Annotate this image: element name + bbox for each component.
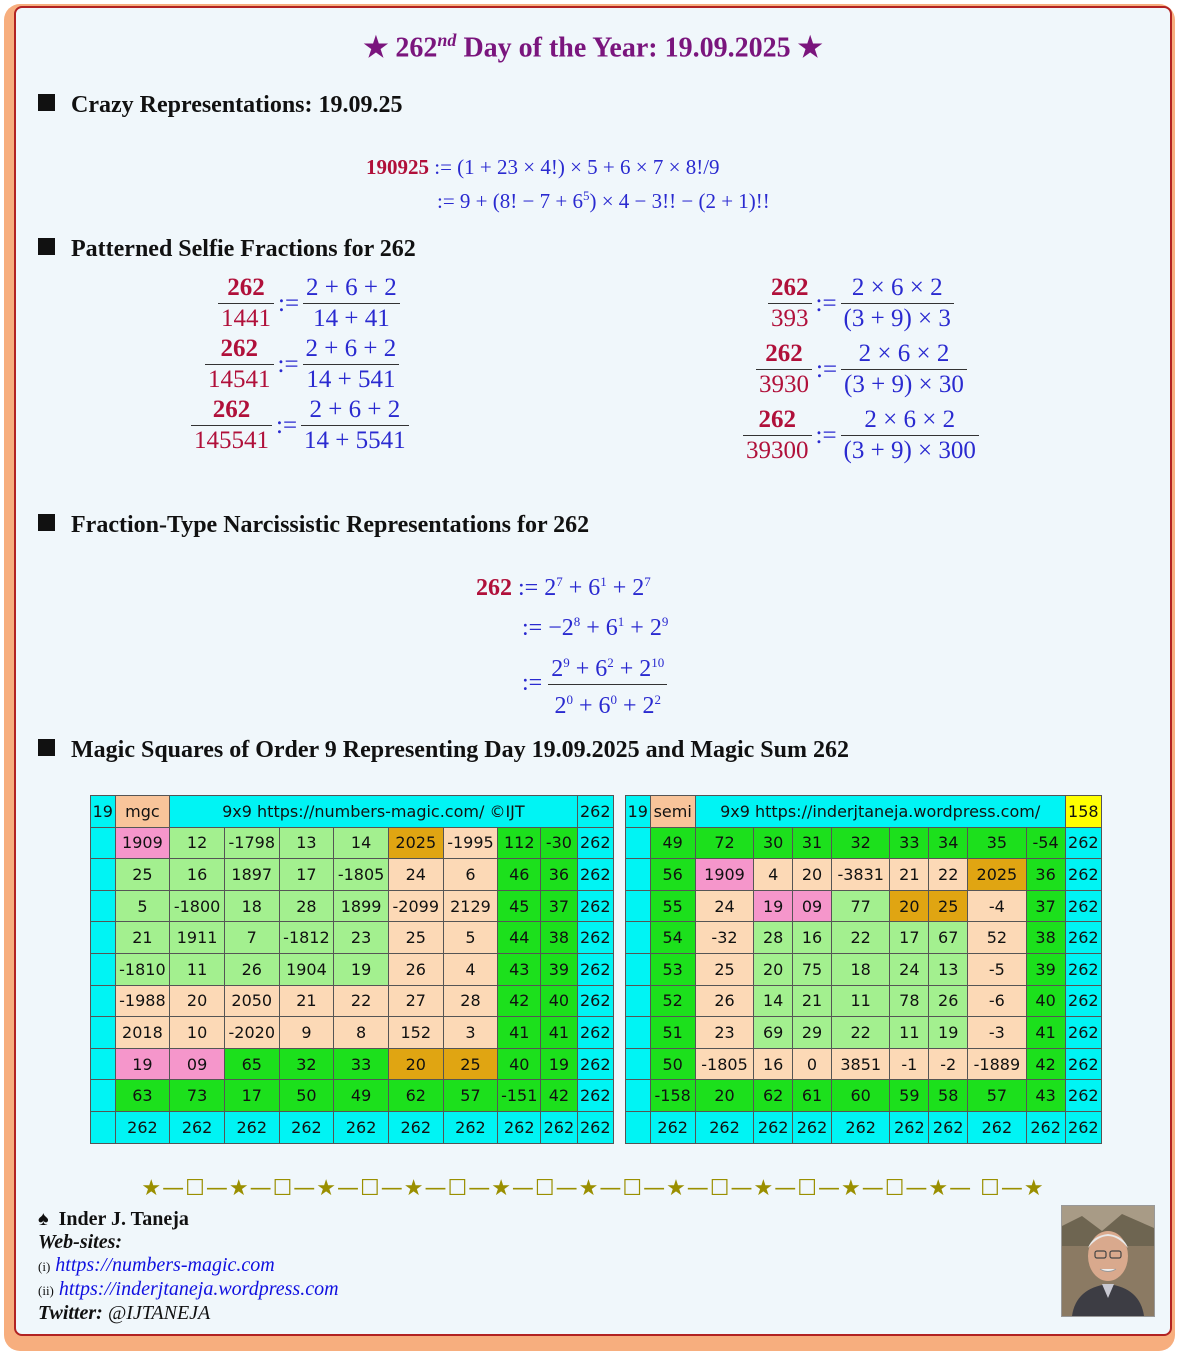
magic-square-edge-cell [626,827,651,859]
magic-square-cell: 09 [793,890,832,922]
magic-square-edge-cell [626,1048,651,1080]
magic-square-cell: 262 [1065,985,1101,1017]
magic-square-row [91,1048,614,1080]
magic-square-cell: 262 [115,1111,170,1143]
magic-square-cell: 262 [890,1111,929,1143]
magic-square-header-cell: 262 [577,796,613,828]
magic-square-cell: 13 [279,827,334,859]
magic-square-cell: 2018 [115,1017,170,1049]
magic-square-edge-cell [91,1080,116,1112]
magic-square-cell: -54 [1026,827,1065,859]
magic-square-cell: 19 [754,890,793,922]
star-divider: ★—☐—★—☐—★—☐—★—☐—★—☐—★—☐—★—☐—★—☐—★—☐—★— ☐—★ [141,1176,1045,1201]
magic-square-cell: -2099 [388,890,443,922]
magic-square-cell: 43 [1026,1080,1065,1112]
magic-square-cell: 5 [115,890,170,922]
magic-square-cell: 9 [279,1017,334,1049]
magic-square-cell: 2129 [443,890,498,922]
magic-square-cell: 22 [334,985,389,1017]
magic-square-cell: 20 [695,1080,754,1112]
magic-square-row [626,985,1102,1017]
magic-square-cell: 2025 [968,859,1027,891]
magic-square-cell: 20 [754,953,793,985]
magic-square-cell: 262 [577,922,613,954]
magic-square-cell: 41 [541,1017,577,1049]
magic-square-cell: 45 [498,890,541,922]
magic-square-cell: 3 [443,1017,498,1049]
magic-square-cell: 22 [831,922,890,954]
magic-square-cell: 36 [541,859,577,891]
magic-square-cell: 262 [334,1111,389,1143]
magic-square-cell: 262 [1065,1080,1101,1112]
magic-square-header-cell: semi [650,796,695,828]
magic-square-cell: 262 [793,1111,832,1143]
magic-square-cell: 18 [831,953,890,985]
magic-square-row [91,890,614,922]
magic-square-cell: 262 [1065,859,1101,891]
magic-square-cell: -1988 [115,985,170,1017]
magic-square-cell: 49 [334,1080,389,1112]
magic-square-cell: 152 [388,1017,443,1049]
selfie-fraction-right-3: $\frac{262}{39300}$ := $\frac{2 \times 6 \times 2}{(3 + 9) \times 300}$ [743,405,979,466]
magic-square-cell: 25 [929,890,968,922]
magic-square-cell: 62 [388,1080,443,1112]
magic-square-cell: 28 [279,890,334,922]
magic-square-cell: -1805 [334,859,389,891]
selfie-fraction-left-1: $\frac{262}{1441}$ := $\frac{2 + 6 + 2}{14 + 41}$ [218,273,400,334]
magic-square-cell: 28 [443,985,498,1017]
magic-square-edge-cell [626,922,651,954]
magic-square-cell: -30 [541,827,577,859]
magic-square-row [626,859,1102,891]
magic-square-edge-cell [91,922,116,954]
magic-square-cell: 29 [793,1017,832,1049]
magic-square-cell: -2 [929,1048,968,1080]
magic-square-cell: 7 [224,922,279,954]
magic-square-cell: 22 [831,1017,890,1049]
magic-square-cell: 40 [541,985,577,1017]
magic-square-edge-cell [91,953,116,985]
selfie-fraction-right-1: $\frac{262}{393}$ := $\frac{2 \times 6 \times 2}{(3 + 9) \times 3}$ [768,273,954,334]
magic-square-header-cell: 19 [626,796,651,828]
magic-square-row [91,859,614,891]
author-block: ♠ Inder J. Taneja Web-sites: (i) https://numbers-magic.com (ii) https://inderjtaneja.wordpress.com Twitter: @IJTANEJA [38,1208,339,1324]
magic-square-cell: 35 [968,827,1027,859]
magic-square-cell: 42 [1026,1048,1065,1080]
magic-square-cell: -1889 [968,1048,1027,1080]
magic-square-cell: 1899 [334,890,389,922]
magic-square-cell: 42 [541,1080,577,1112]
magic-square-cell: 11 [170,953,225,985]
magic-square-cell: 262 [650,1111,695,1143]
magic-square-cell: -32 [695,922,754,954]
magic-square-cell: 23 [334,922,389,954]
magic-square-cell: 4 [754,859,793,891]
magic-square-edge-cell [626,1080,651,1112]
magic-square-cell: 25 [443,1048,498,1080]
magic-square-cell: 6 [443,859,498,891]
magic-square-cell: 38 [1026,922,1065,954]
magic-square-cell: 2050 [224,985,279,1017]
magic-square-cell: 262 [541,1111,577,1143]
magic-square-cell: 24 [890,953,929,985]
magic-square-cell: -1810 [115,953,170,985]
magic-square-cell: 56 [650,859,695,891]
magic-square-cell: 262 [1065,1017,1101,1049]
magic-square-right [625,795,1102,1144]
magic-square-cell: -1800 [170,890,225,922]
magic-square-cell: 31 [793,827,832,859]
magic-square-cell: 262 [929,1111,968,1143]
magic-square-row [91,922,614,954]
magic-square-cell: 33 [334,1048,389,1080]
magic-square-cell: 19 [115,1048,170,1080]
magic-square-cell: -3 [968,1017,1027,1049]
magic-square-cell: 262 [577,1048,613,1080]
magic-square-cell: 72 [695,827,754,859]
magic-square-cell: 19 [541,1048,577,1080]
magic-square-cell: 26 [929,985,968,1017]
magic-square-row [626,1017,1102,1049]
magic-square-cell: 36 [1026,859,1065,891]
magic-square-cell: 42 [498,985,541,1017]
magic-square-cell: 0 [793,1048,832,1080]
magic-square-cell: 19 [334,953,389,985]
magic-square-edge-cell [91,1017,116,1049]
magic-square-cell: 37 [1026,890,1065,922]
magic-square-cell: 14 [754,985,793,1017]
magic-square-edge-cell [91,890,116,922]
selfie-fraction-left-3: $\frac{262}{145541}$ := $\frac{2 + 6 + 2}{14 + 5541}$ [191,395,409,456]
section-heading-magic: Magic Squares of Order 9 Representing Day 19.09.2025 and Magic Sum 262 [38,737,849,764]
magic-square-cell: 41 [498,1017,541,1049]
magic-square-cell: 25 [115,859,170,891]
magic-square-cell: 11 [890,1017,929,1049]
crazy-line-1: 190925 := (1 + 23 × 4!) × 5 + 6 × 7 × 8!/9 [366,155,720,179]
magic-square-cell: 1897 [224,859,279,891]
magic-square-edge-cell [91,1048,116,1080]
magic-square-cell: 39 [541,953,577,985]
magic-square-header-cell: 9x9 https://inderjtaneja.wordpress.com/ [695,796,1065,828]
magic-square-cell: -1805 [695,1048,754,1080]
websites-label: Web-sites: [38,1231,123,1253]
magic-square-cell: 262 [577,1111,613,1143]
magic-square-cell: 12 [170,827,225,859]
magic-square-cell: 20 [170,985,225,1017]
magic-square-row [626,1080,1102,1112]
magic-square-cell: 73 [170,1080,225,1112]
magic-square-cell: 262 [1065,827,1101,859]
magic-square-cell: 13 [929,953,968,985]
magic-square-cell: 51 [650,1017,695,1049]
magic-square-cell: 262 [831,1111,890,1143]
magic-square-edge-cell [91,827,116,859]
magic-square-cell: 262 [443,1111,498,1143]
magic-square-cell: 69 [754,1017,793,1049]
magic-square-cell: 33 [890,827,929,859]
magic-square-row [91,985,614,1017]
section-heading-narcissistic: Fraction-Type Narcissistic Representations for 262 [38,512,589,539]
narcissistic-line-2: := $-2^8 + 6^1 + 2^9$ [522,614,669,641]
magic-square-cell: 60 [831,1080,890,1112]
magic-square-cell: 32 [279,1048,334,1080]
magic-square-cell: 16 [170,859,225,891]
magic-square-row [91,1080,614,1112]
magic-square-cell: 26 [224,953,279,985]
magic-square-cell: 77 [831,890,890,922]
author-photo [1061,1205,1155,1317]
magic-square-cell: 262 [1065,922,1101,954]
magic-square-cell: 20 [890,890,929,922]
square-bullet-icon [38,94,55,111]
magic-square-cell: 17 [279,859,334,891]
magic-square-cell: 262 [754,1111,793,1143]
magic-square-cell: 21 [279,985,334,1017]
spade-icon: ♠ [38,1208,49,1230]
magic-square-cell: 58 [929,1080,968,1112]
magic-square-cell: 40 [498,1048,541,1080]
twitter-handle: @IJTANEJA [107,1302,211,1324]
magic-square-cell: 32 [831,827,890,859]
magic-square-row [91,953,614,985]
magic-square-cell: 50 [650,1048,695,1080]
magic-square-cell: 78 [890,985,929,1017]
magic-square-row [626,953,1102,985]
magic-square-cell: 262 [1065,1048,1101,1080]
magic-square-cell: 30 [754,827,793,859]
magic-square-cell: 09 [170,1048,225,1080]
magic-square-cell: 41 [1026,1017,1065,1049]
magic-square-cell: 53 [650,953,695,985]
magic-square-cell: 43 [498,953,541,985]
magic-square-cell: 20 [793,859,832,891]
magic-square-cell: -1798 [224,827,279,859]
magic-square-header-cell: 9x9 https://numbers-magic.com/ ©IJT [170,796,577,828]
magic-square-cell: 262 [1065,953,1101,985]
magic-square-cell: 49 [650,827,695,859]
magic-square-cell: 25 [388,922,443,954]
magic-square-row [626,1111,1102,1143]
magic-square-cell: 52 [650,985,695,1017]
magic-square-cell: -1812 [279,922,334,954]
website-link-1[interactable]: https://numbers-magic.com [55,1254,275,1276]
magic-square-cell: 23 [695,1017,754,1049]
magic-square-cell: 262 [170,1111,225,1143]
selfie-fraction-left-2: $\frac{262}{14541}$ := $\frac{2 + 6 + 2}{14 + 541}$ [205,334,399,395]
magic-square-edge-cell [91,1111,116,1143]
magic-square-cell: 57 [968,1080,1027,1112]
magic-square-header-cell: 158 [1065,796,1101,828]
magic-square-cell: 11 [831,985,890,1017]
magic-square-cell: 262 [577,953,613,985]
magic-square-edge-cell [626,859,651,891]
magic-square-left [90,795,614,1144]
magic-square-cell: 8 [334,1017,389,1049]
magic-square-row [626,827,1102,859]
magic-square-edge-cell [626,1111,651,1143]
magic-square-cell: 26 [695,985,754,1017]
magic-square-cell: 16 [754,1048,793,1080]
square-bullet-icon [38,238,55,255]
magic-square-cell: 262 [695,1111,754,1143]
magic-square-cell: 262 [1065,1111,1101,1143]
page-card [14,6,1172,1336]
magic-square-cell: 112 [498,827,541,859]
magic-square-cell: 61 [793,1080,832,1112]
magic-square-cell: 40 [1026,985,1065,1017]
magic-square-cell: 262 [577,1017,613,1049]
magic-square-cell: 262 [577,890,613,922]
magic-square-edge-cell [626,1017,651,1049]
magic-square-cell: 5 [443,922,498,954]
magic-square-cell: 18 [224,890,279,922]
selfie-fraction-right-2: $\frac{262}{3930}$ := $\frac{2 \times 6 \times 2}{(3 + 9) \times 30}$ [756,339,967,400]
magic-square-row [626,1048,1102,1080]
magic-square-header-cell: 19 [91,796,116,828]
magic-square-cell: 4 [443,953,498,985]
magic-square-cell: 24 [388,859,443,891]
magic-square-cell: 21 [890,859,929,891]
magic-square-cell: 262 [1065,890,1101,922]
magic-square-cell: -158 [650,1080,695,1112]
magic-square-cell: 262 [224,1111,279,1143]
magic-square-cell: 1911 [170,922,225,954]
magic-square-cell: 3851 [831,1048,890,1080]
magic-square-cell: 55 [650,890,695,922]
magic-square-cell: 63 [115,1080,170,1112]
magic-square-cell: -1995 [443,827,498,859]
magic-square-cell: 44 [498,922,541,954]
magic-square-cell: 10 [170,1017,225,1049]
magic-square-cell: 1904 [279,953,334,985]
magic-square-cell: 50 [279,1080,334,1112]
magic-square-cell: 26 [388,953,443,985]
magic-square-cell: 38 [541,922,577,954]
magic-square-cell: 20 [388,1048,443,1080]
magic-square-cell: 14 [334,827,389,859]
magic-square-cell: 37 [541,890,577,922]
magic-square-cell: 2025 [388,827,443,859]
magic-square-cell: 1909 [115,827,170,859]
magic-square-cell: 262 [1026,1111,1065,1143]
magic-square-cell: 262 [279,1111,334,1143]
magic-square-edge-cell [626,985,651,1017]
magic-square-cell: 262 [498,1111,541,1143]
magic-square-cell: 22 [929,859,968,891]
magic-square-cell: 25 [695,953,754,985]
magic-square-cell: -3831 [831,859,890,891]
magic-square-cell: 262 [577,859,613,891]
website-link-2[interactable]: https://inderjtaneja.wordpress.com [58,1278,339,1300]
narcissistic-line-3: := $\frac{2^9 + 6^2 + 2^{10}}{2^0 + 6^0 + 2^2}$ [522,648,667,721]
page-title: ★ 262nd Day of the Year: 19.09.2025 ★ [363,30,823,64]
square-bullet-icon [38,514,55,531]
magic-square-cell: 65 [224,1048,279,1080]
magic-square-cell: 19 [929,1017,968,1049]
magic-square-header-cell: mgc [115,796,170,828]
magic-square-cell: 24 [695,890,754,922]
magic-square-cell: 17 [224,1080,279,1112]
section-heading-crazy: Crazy Representations: 19.09.25 [38,92,403,119]
magic-square-cell: 75 [793,953,832,985]
magic-square-cell: 62 [754,1080,793,1112]
magic-square-cell: 21 [115,922,170,954]
magic-square-cell: 262 [577,1080,613,1112]
magic-square-row [626,890,1102,922]
magic-square-edge-cell [91,859,116,891]
magic-square-cell: 67 [929,922,968,954]
magic-square-cell: 54 [650,922,695,954]
magic-square-row [91,827,614,859]
magic-square-cell: 262 [388,1111,443,1143]
magic-square-cell: 17 [890,922,929,954]
magic-square-cell: 34 [929,827,968,859]
magic-square-edge-cell [91,985,116,1017]
square-bullet-icon [38,739,55,756]
magic-square-edge-cell [626,953,651,985]
magic-square-cell: -6 [968,985,1027,1017]
section-heading-selfie: Patterned Selfie Fractions for 262 [38,236,416,263]
magic-square-cell: 59 [890,1080,929,1112]
magic-square-edge-cell [626,890,651,922]
magic-square-row [91,1111,614,1143]
magic-square-row [91,1017,614,1049]
author-name: Inder J. Taneja [58,1208,189,1230]
magic-square-cell: 262 [968,1111,1027,1143]
magic-square-cell: 262 [577,985,613,1017]
magic-square-cell: 57 [443,1080,498,1112]
magic-square-cell: -1 [890,1048,929,1080]
magic-square-cell: -2020 [224,1017,279,1049]
magic-square-cell: 52 [968,922,1027,954]
magic-square-cell: -4 [968,890,1027,922]
magic-square-cell: 16 [793,922,832,954]
magic-square-cell: 28 [754,922,793,954]
magic-square-cell: 39 [1026,953,1065,985]
magic-square-cell: 46 [498,859,541,891]
narcissistic-line-1: 262 := $2^7 + 6^1 + 2^7$ [476,574,651,601]
magic-square-cell: -151 [498,1080,541,1112]
magic-square-cell: 262 [577,827,613,859]
magic-square-cell: -5 [968,953,1027,985]
magic-square-cell: 21 [793,985,832,1017]
magic-square-cell: 1909 [695,859,754,891]
magic-square-cell: 27 [388,985,443,1017]
crazy-line-2: := 9 + (8! − $7 + 6^5) \times 4 - 3$!! − (2 + 1)!! [437,188,770,213]
magic-square-row [626,922,1102,954]
